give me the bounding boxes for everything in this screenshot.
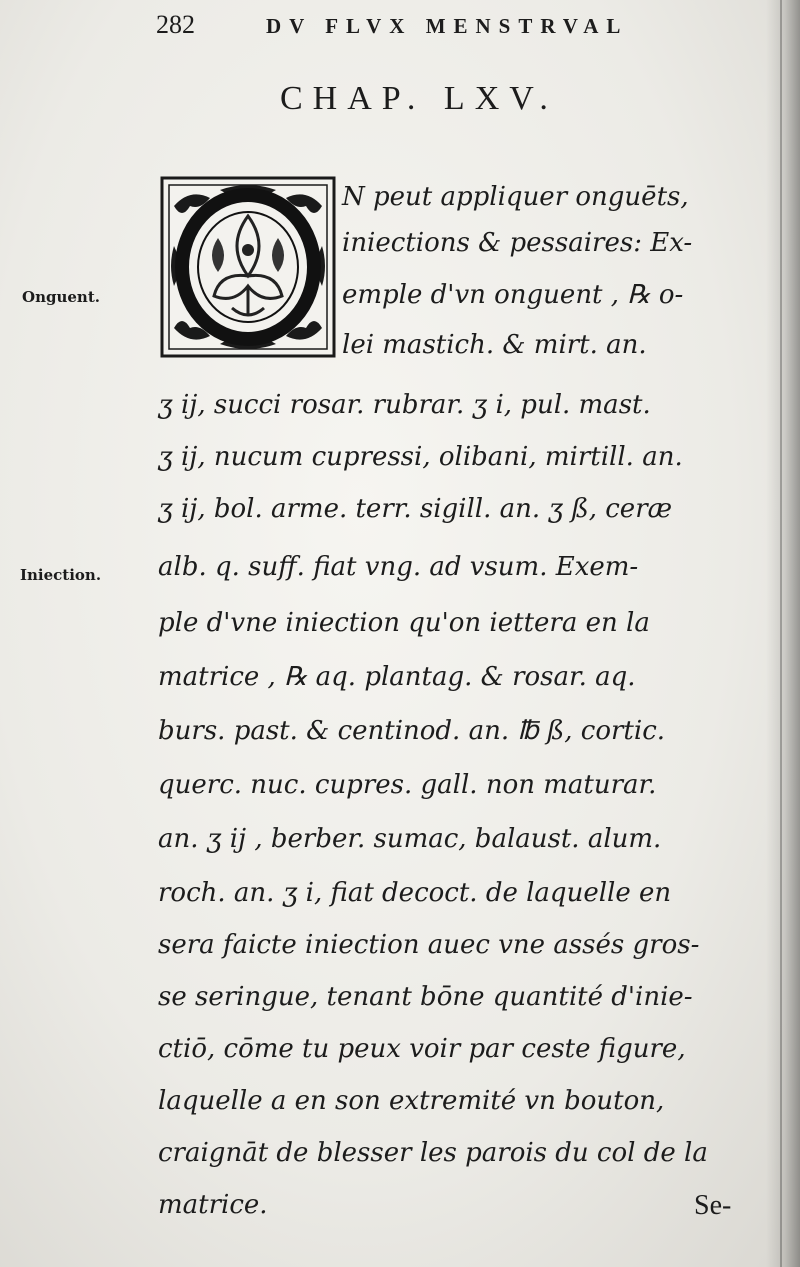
text-line: laquelle a en son extremité vn bouton, — [158, 1086, 665, 1116]
text-line: roch. an. ʒ i, fiat decoct. de laquelle en — [158, 878, 672, 908]
text-line: matrice , ℞ aq. plantag. & rosar. aq. — [158, 662, 636, 692]
floral-ornament-icon — [160, 176, 336, 358]
page-number: 282 — [156, 10, 195, 39]
text-line: burs. past. & centinod. an. ℔ ß, cortic. — [158, 716, 666, 746]
text-line: ple d'vne iniection qu'on iettera en la — [158, 608, 650, 638]
text-line: matrice. — [158, 1190, 268, 1220]
chapter-heading: CHAP. LXV. — [280, 80, 558, 117]
catchword: Se- — [694, 1190, 732, 1221]
text-line: sera faicte iniection auec vne assés gros- — [158, 930, 700, 960]
text-line: emple d'vn onguent , ℞ o- — [342, 280, 684, 310]
page-edge-shadow — [766, 0, 800, 1267]
text-line: alb. q. suff. fiat vng. ad vsum. Exem- — [158, 552, 639, 582]
text-line: lei mastich. & mirt. an. — [342, 330, 647, 360]
text-line: an. ʒ ij , berber. sumac, balaust. alum. — [158, 824, 662, 854]
text-line: craignāt de blesser les parois du col de la — [158, 1138, 708, 1168]
decorated-initial — [160, 176, 336, 358]
text-line: querc. nuc. cupres. gall. non maturar. — [158, 770, 657, 800]
text-line: se seringue, tenant bōne quantité d'inie- — [158, 982, 693, 1012]
text-line: ʒ ij, nucum cupressi, olibani, mirtill. an. — [158, 442, 683, 472]
margin-note-iniection: Iniection. — [20, 566, 102, 584]
text-line: iniections & pessaires: Ex- — [342, 228, 693, 258]
text-line: N peut appliquer onguēts, — [342, 182, 689, 212]
margin-note-onguent: Onguent. — [22, 288, 100, 306]
gutter-line — [780, 0, 782, 1267]
running-title: DV FLVX MENSTRVAL — [266, 14, 629, 38]
text-line: ctiō, cōme tu peux voir par ceste figure, — [158, 1034, 686, 1064]
text-line: ʒ ij, succi rosar. rubrar. ʒ i, pul. mast. — [158, 390, 651, 420]
text-line: ʒ ij, bol. arme. terr. sigill. an. ʒ ß, ceræ — [158, 494, 673, 524]
running-head — [150, 10, 670, 44]
